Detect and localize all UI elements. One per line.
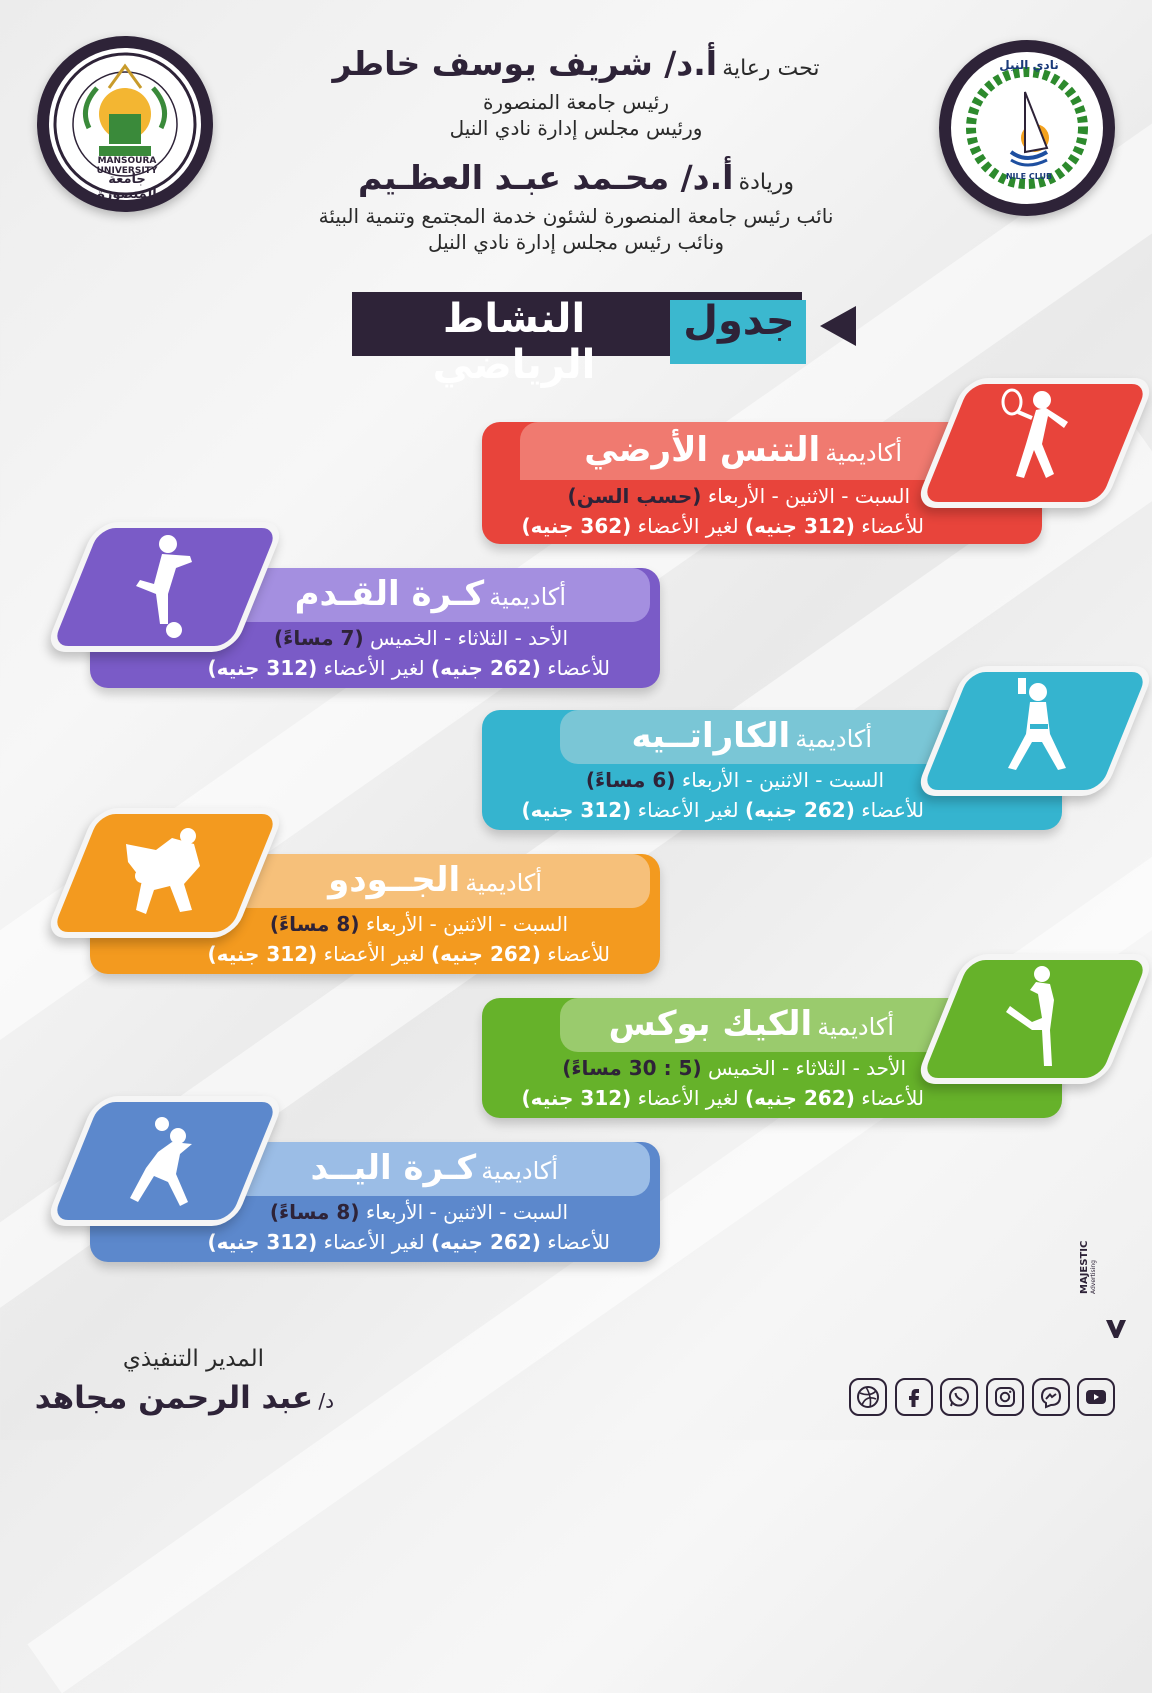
nonmember-label: لغير الأعضاء <box>637 514 739 538</box>
activity-schedule <box>530 768 884 792</box>
member-label: للأعضاء <box>861 514 924 538</box>
member-price: (262 جنيه) <box>744 1086 855 1110</box>
whatsapp-icon[interactable] <box>940 1378 978 1416</box>
nonmember-label: لغير الأعضاء <box>323 1230 425 1254</box>
days: السبت - الاثنين - الأربعاء <box>681 768 884 792</box>
dribbble-icon[interactable] <box>849 1378 887 1416</box>
patron-prefix: تحت رعاية <box>722 56 820 81</box>
member-label: للأعضاء <box>861 798 924 822</box>
time: (7 مساءً) <box>273 626 364 650</box>
days: الأحد - الثلاثاء - الخميس <box>707 1056 906 1080</box>
header-line-2: رئيس جامعة المنصورة <box>482 90 670 114</box>
leader-name: أ.د/ محـمد عبـد العظـيم <box>358 158 734 197</box>
days: السبت - الاثنين - الأربعاء <box>707 484 910 508</box>
time: (6 مساءً) <box>585 768 676 792</box>
karate-fighter-icon <box>946 672 1124 790</box>
kickboxer-icon <box>946 960 1124 1078</box>
logo-text-ar: نادي النيل <box>999 58 1059 72</box>
nonmember-price: (312 جنيه) <box>521 1086 632 1110</box>
title-prefix: أكاديمية <box>825 439 902 467</box>
activity-handball <box>40 1096 680 1266</box>
nonmember-label: لغير الأعضاء <box>323 942 425 966</box>
activity-title <box>240 860 542 900</box>
member-label: للأعضاء <box>547 656 610 680</box>
activity-schedule <box>510 1056 906 1080</box>
activity-title <box>240 1148 558 1188</box>
activity-schedule <box>220 912 568 936</box>
nonmember-price: (312 جنيه) <box>521 798 632 822</box>
icon-tile <box>44 1096 287 1226</box>
title-prefix: أكاديمية <box>481 1157 558 1185</box>
icon-tile <box>914 666 1152 796</box>
title-prefix: أكاديمية <box>817 1013 894 1041</box>
member-price: (262 جنيه) <box>430 942 541 966</box>
header-line-5: نائب رئيس جامعة المنصورة لشئون خدمة المجتمع وتنمية البيئة <box>318 204 834 228</box>
activity-title <box>570 716 872 756</box>
activity-title <box>530 430 902 470</box>
icon-tile <box>44 522 287 652</box>
majestic-brand <box>1080 1224 1106 1294</box>
member-label: للأعضاء <box>547 1230 610 1254</box>
title-highlight: جدول <box>683 298 795 344</box>
title-name: كـرة اليــد <box>310 1148 477 1188</box>
page-title <box>352 292 806 388</box>
header-line-1 <box>0 44 1152 83</box>
member-price: (262 جنيه) <box>744 798 855 822</box>
header-line-6: ونائب رئيس مجلس إدارة نادي النيل <box>427 230 725 254</box>
director-name: عبد الرحمن مجاهد <box>34 1380 314 1416</box>
header-line-4 <box>0 158 1152 197</box>
time: (5 : 30 مساءً) <box>562 1056 702 1080</box>
days: السبت - الاثنين - الأربعاء <box>365 912 568 936</box>
activity-title <box>240 574 566 614</box>
nonmember-price: (312 جنيه) <box>207 1230 318 1254</box>
majestic-logo-icon <box>1104 1316 1128 1340</box>
nonmember-price: (312 جنيه) <box>207 942 318 966</box>
judo-fighters-icon <box>76 814 254 932</box>
patron-name: أ.د/ شريف يوسف خاطر <box>332 44 718 83</box>
days: السبت - الاثنين - الأربعاء <box>365 1200 568 1224</box>
time: (8 مساءً) <box>269 912 360 936</box>
member-label: للأعضاء <box>861 1086 924 1110</box>
logo-text-en: NILE CLUB <box>1005 172 1053 181</box>
member-price: (262 جنيه) <box>430 1230 541 1254</box>
nonmember-label: لغير الأعضاء <box>323 656 425 680</box>
activity-schedule <box>220 1200 568 1224</box>
title-prefix: أكاديمية <box>489 583 566 611</box>
handball-player-icon <box>76 1102 254 1220</box>
title-name: التنس الأرضي <box>584 430 821 470</box>
messenger-icon[interactable] <box>1032 1378 1070 1416</box>
activity-prices <box>190 1230 610 1254</box>
nonmember-label: لغير الأعضاء <box>637 798 739 822</box>
nonmember-price: (312 جنيه) <box>207 656 318 680</box>
activity-schedule <box>510 484 910 508</box>
time: (حسب السن) <box>567 484 702 508</box>
member-label: للأعضاء <box>547 942 610 966</box>
title-arrow-icon <box>818 304 858 348</box>
title-name: الكاراتــيه <box>631 716 791 756</box>
title-prefix: أكاديمية <box>795 725 872 753</box>
football-player-icon <box>76 528 254 646</box>
activity-schedule <box>220 626 568 650</box>
director-role: المدير التنفيذي <box>122 1346 264 1372</box>
title-name: كـرة القـدم <box>294 574 485 614</box>
icon-tile <box>44 808 287 938</box>
brand-name: MAJESTIC <box>1079 1240 1090 1294</box>
director-name-line <box>34 1380 334 1416</box>
leader-prefix: وريادة <box>738 170 794 195</box>
icon-tile <box>914 954 1152 1084</box>
header-line-3: ورئيس مجلس إدارة نادي النيل <box>449 116 703 140</box>
brand-sub: Advertising <box>1090 1260 1097 1294</box>
tennis-player-icon <box>946 384 1124 502</box>
director-prefix: د/ <box>318 1389 334 1413</box>
youtube-icon[interactable] <box>1077 1378 1115 1416</box>
title-prefix: أكاديمية <box>465 869 542 897</box>
nonmember-label: لغير الأعضاء <box>637 1086 739 1110</box>
title-main: النشاط الرياضي <box>432 296 596 388</box>
nonmember-price: (362 جنيه) <box>521 514 632 538</box>
time: (8 مساءً) <box>269 1200 360 1224</box>
activity-title <box>570 1004 894 1044</box>
member-price: (262 جنيه) <box>430 656 541 680</box>
member-price: (312 جنيه) <box>744 514 855 538</box>
facebook-icon[interactable] <box>895 1378 933 1416</box>
logo-text-ar: جامعة المنصورة <box>97 172 157 202</box>
days: الأحد - الثلاثاء - الخميس <box>369 626 568 650</box>
title-name: الكيك بوكس <box>608 1004 813 1044</box>
instagram-icon[interactable] <box>986 1378 1024 1416</box>
icon-tile <box>914 378 1152 508</box>
logo-text-en: MANSOURA UNIVERSITY <box>96 156 158 176</box>
title-name: الجــودو <box>328 860 461 900</box>
